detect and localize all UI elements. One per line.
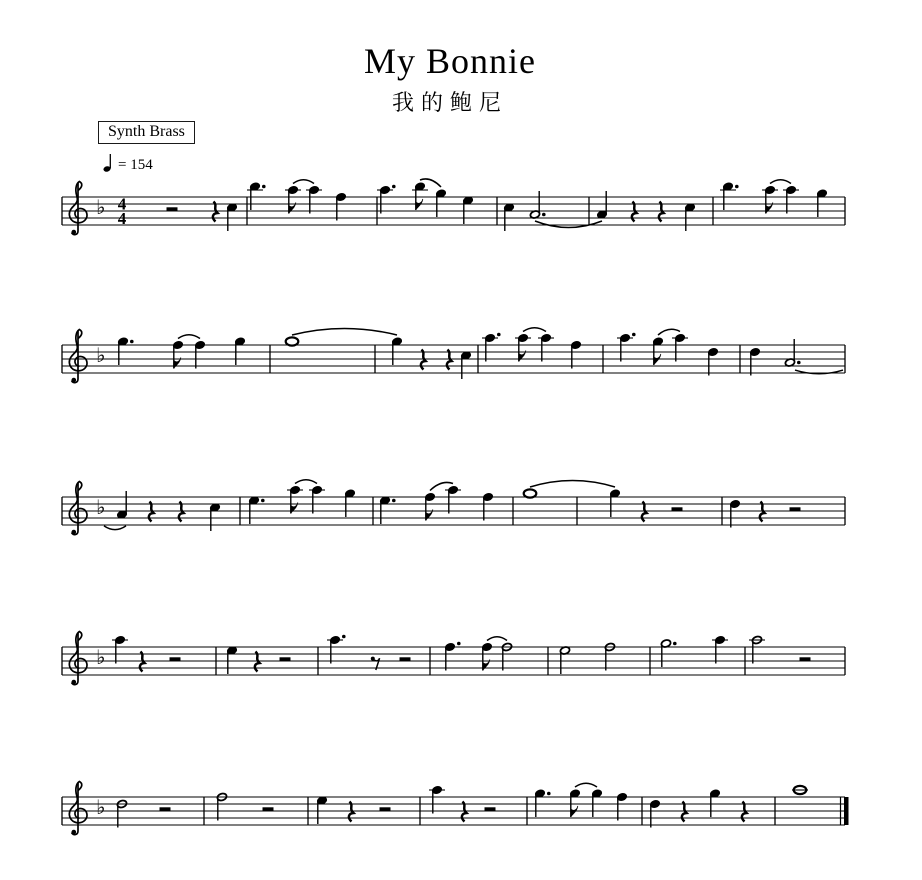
half-rest: [160, 807, 171, 811]
slur: [523, 328, 546, 332]
time-signature-numerator: 4: [117, 194, 127, 214]
half-rest: [167, 207, 178, 211]
half-rest: [485, 807, 496, 811]
treble-clef-icon: [69, 632, 87, 685]
key-signature-flat-icon: ♭: [96, 495, 106, 519]
eighth-rest: [371, 657, 375, 661]
half-rest: [280, 657, 291, 661]
augmentation-dot: [673, 642, 677, 646]
augmentation-dot: [342, 635, 346, 639]
tempo-value: = 154: [118, 156, 153, 173]
slur: [178, 335, 200, 339]
half-rest: [672, 507, 683, 511]
slur: [104, 526, 126, 530]
augmentation-dot: [392, 499, 396, 503]
key-signature-flat-icon: ♭: [96, 343, 106, 367]
final-barline-thick: [844, 797, 849, 825]
slur: [575, 783, 597, 787]
treble-clef-icon: [69, 182, 87, 235]
key-signature-flat-icon: ♭: [96, 195, 106, 219]
half-rest: [400, 657, 411, 661]
time-signature-denominator: 4: [117, 208, 127, 228]
page-subtitle: 我的鲍尼: [391, 90, 508, 115]
augmentation-dot: [262, 185, 266, 189]
tie: [530, 481, 615, 488]
augmentation-dot: [130, 340, 134, 344]
whole-note: [524, 489, 537, 497]
tie: [292, 329, 397, 336]
whole-note: [286, 337, 299, 345]
slur: [487, 637, 507, 641]
tie: [535, 221, 602, 228]
half-rest: [790, 507, 801, 511]
half-rest: [800, 657, 811, 661]
augmentation-dot: [735, 185, 739, 189]
half-rest: [170, 657, 181, 661]
key-signature-flat-icon: ♭: [96, 795, 106, 819]
augmentation-dot: [497, 333, 501, 337]
slur: [295, 480, 317, 484]
augmentation-dot: [457, 642, 461, 646]
half-rest: [263, 807, 274, 811]
augmentation-dot: [392, 185, 396, 189]
augmentation-dot: [797, 361, 801, 365]
treble-clef-icon: [69, 330, 87, 383]
augmentation-dot: [632, 333, 636, 337]
page-title: My Bonnie: [363, 41, 536, 81]
augmentation-dot: [261, 499, 265, 503]
key-signature-flat-icon: ♭: [96, 645, 106, 669]
treble-clef-icon: [69, 482, 87, 535]
half-rest: [380, 807, 391, 811]
instrument-name: Synth Brass: [108, 123, 185, 140]
augmentation-dot: [542, 213, 546, 217]
slur: [293, 180, 314, 184]
slur: [658, 329, 680, 335]
treble-clef-icon: [69, 782, 87, 835]
slur: [770, 180, 791, 184]
augmentation-dot: [547, 792, 551, 796]
